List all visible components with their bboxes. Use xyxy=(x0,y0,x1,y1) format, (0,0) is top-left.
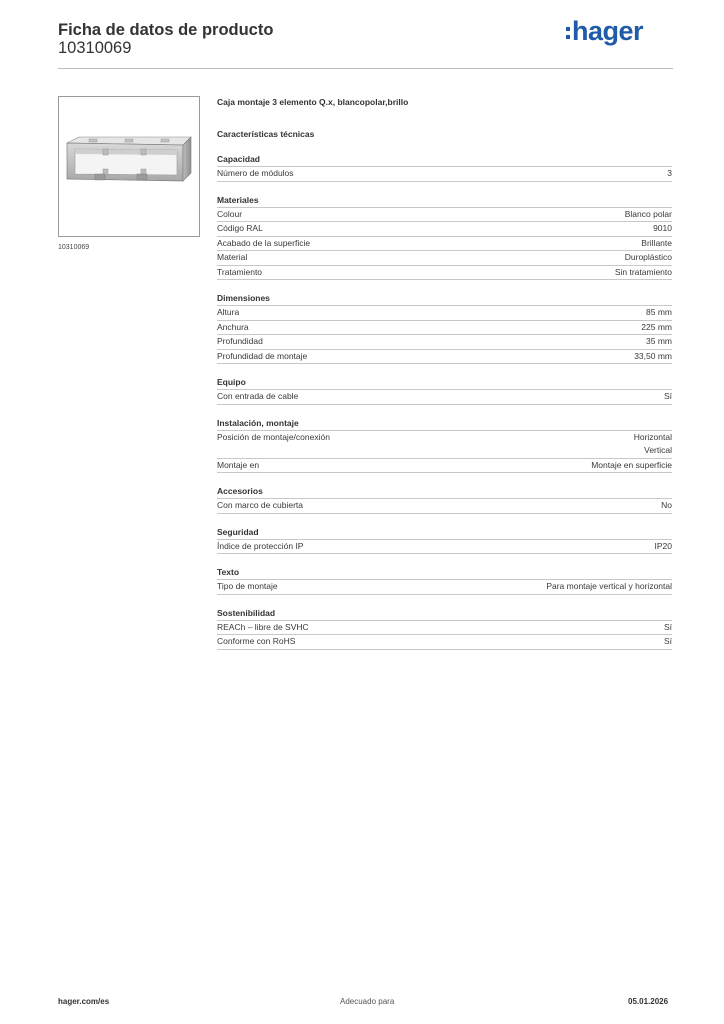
spec-label: Acabado de la superficie xyxy=(217,237,311,248)
spec-value-line: Brillante xyxy=(641,237,672,248)
spec-value xyxy=(661,499,672,513)
spec-label: Índice de protección IP xyxy=(217,540,304,551)
spec-label: Profundidad de montaje xyxy=(217,350,308,361)
spec-value xyxy=(591,459,672,473)
spec-label: Tipo de montaje xyxy=(217,581,278,591)
spec-section xyxy=(217,607,672,650)
spec-row xyxy=(217,251,672,266)
spec-value xyxy=(634,350,672,364)
spec-label: Colour xyxy=(217,208,243,219)
section-title: Instalación, montaje xyxy=(217,417,672,431)
spec-row xyxy=(217,499,672,514)
spec-value-line: 33,50 mm xyxy=(634,350,672,361)
spec-value xyxy=(615,266,672,280)
spec-value-line: Duroplástico xyxy=(624,252,672,262)
spec-value xyxy=(664,621,672,635)
spec-row xyxy=(217,222,672,237)
section-title: Dimensiones xyxy=(217,292,672,306)
spec-row xyxy=(217,321,672,336)
product-details xyxy=(217,96,672,650)
footer-suitable-for: Adecuado para xyxy=(340,997,395,1006)
section-title: Accesorios xyxy=(217,485,672,499)
spec-row xyxy=(217,431,672,459)
spec-value xyxy=(646,306,672,320)
spec-row xyxy=(217,390,672,405)
spec-label: Con marco de cubierta xyxy=(217,500,303,510)
spec-value-line: IP20 xyxy=(654,540,672,551)
spec-label: Profundidad xyxy=(217,336,263,346)
spec-section xyxy=(217,417,672,474)
spec-value xyxy=(641,237,672,251)
spec-value xyxy=(653,222,672,236)
logo-dots-icon xyxy=(566,16,570,46)
header-divider xyxy=(58,68,673,69)
spec-label: Número de módulos xyxy=(217,168,294,178)
spec-row xyxy=(217,167,672,182)
mounting-box-illustration xyxy=(59,97,199,236)
spec-label: Anchura xyxy=(217,321,249,332)
spec-row xyxy=(217,350,672,365)
image-caption: 10310069 xyxy=(58,244,90,251)
spec-value xyxy=(546,580,672,594)
section-title: Seguridad xyxy=(217,526,672,540)
spec-row xyxy=(217,237,672,252)
spec-row xyxy=(217,306,672,321)
footer-date: 05.01.2026 xyxy=(628,997,669,1006)
spec-label: Con entrada de cable xyxy=(217,391,299,401)
spec-value-line: Blanco polar xyxy=(624,208,672,219)
spec-value-line: 35 mm xyxy=(646,336,672,346)
product-title: Caja montaje 3 elemento Q.x, blancopolar,brillo xyxy=(217,97,409,107)
spec-value xyxy=(641,321,672,335)
spec-value-line: 9010 xyxy=(653,223,672,233)
spec-value xyxy=(664,635,672,649)
spec-section xyxy=(217,194,672,281)
spec-row xyxy=(217,621,672,636)
spec-value-line: Para montaje vertical y horizontal xyxy=(546,581,672,591)
page-title: Ficha de datos de producto xyxy=(58,21,274,39)
spec-value-line: Vertical xyxy=(644,445,672,455)
tech-characteristics-title: Características técnicas xyxy=(217,129,315,139)
spec-row xyxy=(217,459,672,474)
spec-value xyxy=(655,540,673,554)
spec-label: Altura xyxy=(217,307,240,317)
product-image xyxy=(58,96,200,237)
spec-label: Montaje en xyxy=(217,459,260,470)
spec-label: Conforme con RoHS xyxy=(217,636,296,646)
spec-value xyxy=(667,167,672,181)
spec-section xyxy=(217,526,672,555)
spec-section xyxy=(217,153,672,182)
spec-row xyxy=(217,635,672,650)
spec-value xyxy=(664,390,672,404)
section-title: Equipo xyxy=(217,376,672,390)
spec-row xyxy=(217,580,672,595)
spec-row xyxy=(217,266,672,281)
spec-row xyxy=(217,208,672,223)
spec-label: Tratamiento xyxy=(217,266,263,277)
spec-section xyxy=(217,292,672,364)
spec-label: Material xyxy=(217,252,248,262)
spec-section xyxy=(217,485,672,514)
spec-row xyxy=(217,540,672,555)
spec-value xyxy=(625,251,672,265)
spec-label: REACh – libre de SVHC xyxy=(217,621,309,632)
spec-value-line: 85 mm xyxy=(646,307,672,317)
spec-value xyxy=(634,431,672,458)
spec-value-line: Sí xyxy=(663,621,672,632)
spec-section xyxy=(217,376,672,405)
spec-value-line: Sí xyxy=(663,636,672,646)
section-title: Capacidad xyxy=(217,153,672,167)
spec-sections xyxy=(217,153,672,650)
logo-text: hager xyxy=(572,16,644,46)
section-title: Materiales xyxy=(217,194,672,208)
product-code: 10310069 xyxy=(58,39,132,57)
spec-value-line: 3 xyxy=(667,168,672,178)
hager-logo xyxy=(566,16,643,46)
spec-value-line: Sí xyxy=(663,391,672,401)
spec-value xyxy=(625,208,672,222)
spec-value xyxy=(646,335,672,349)
spec-row xyxy=(217,335,672,350)
footer-website: hager.com/es xyxy=(58,997,110,1006)
spec-value-line: 225 mm xyxy=(641,321,672,332)
spec-section xyxy=(217,566,672,595)
section-title: Texto xyxy=(217,566,672,580)
spec-value-line: Montaje en superficie xyxy=(591,459,672,470)
spec-value-line: Horizontal xyxy=(633,431,672,442)
spec-label: Posición de montaje/conexión xyxy=(217,431,330,442)
section-title: Sostenibilidad xyxy=(217,607,672,621)
spec-value-line: No xyxy=(661,500,672,510)
spec-value-line: Sin tratamiento xyxy=(614,266,672,277)
spec-label: Código RAL xyxy=(217,223,263,233)
